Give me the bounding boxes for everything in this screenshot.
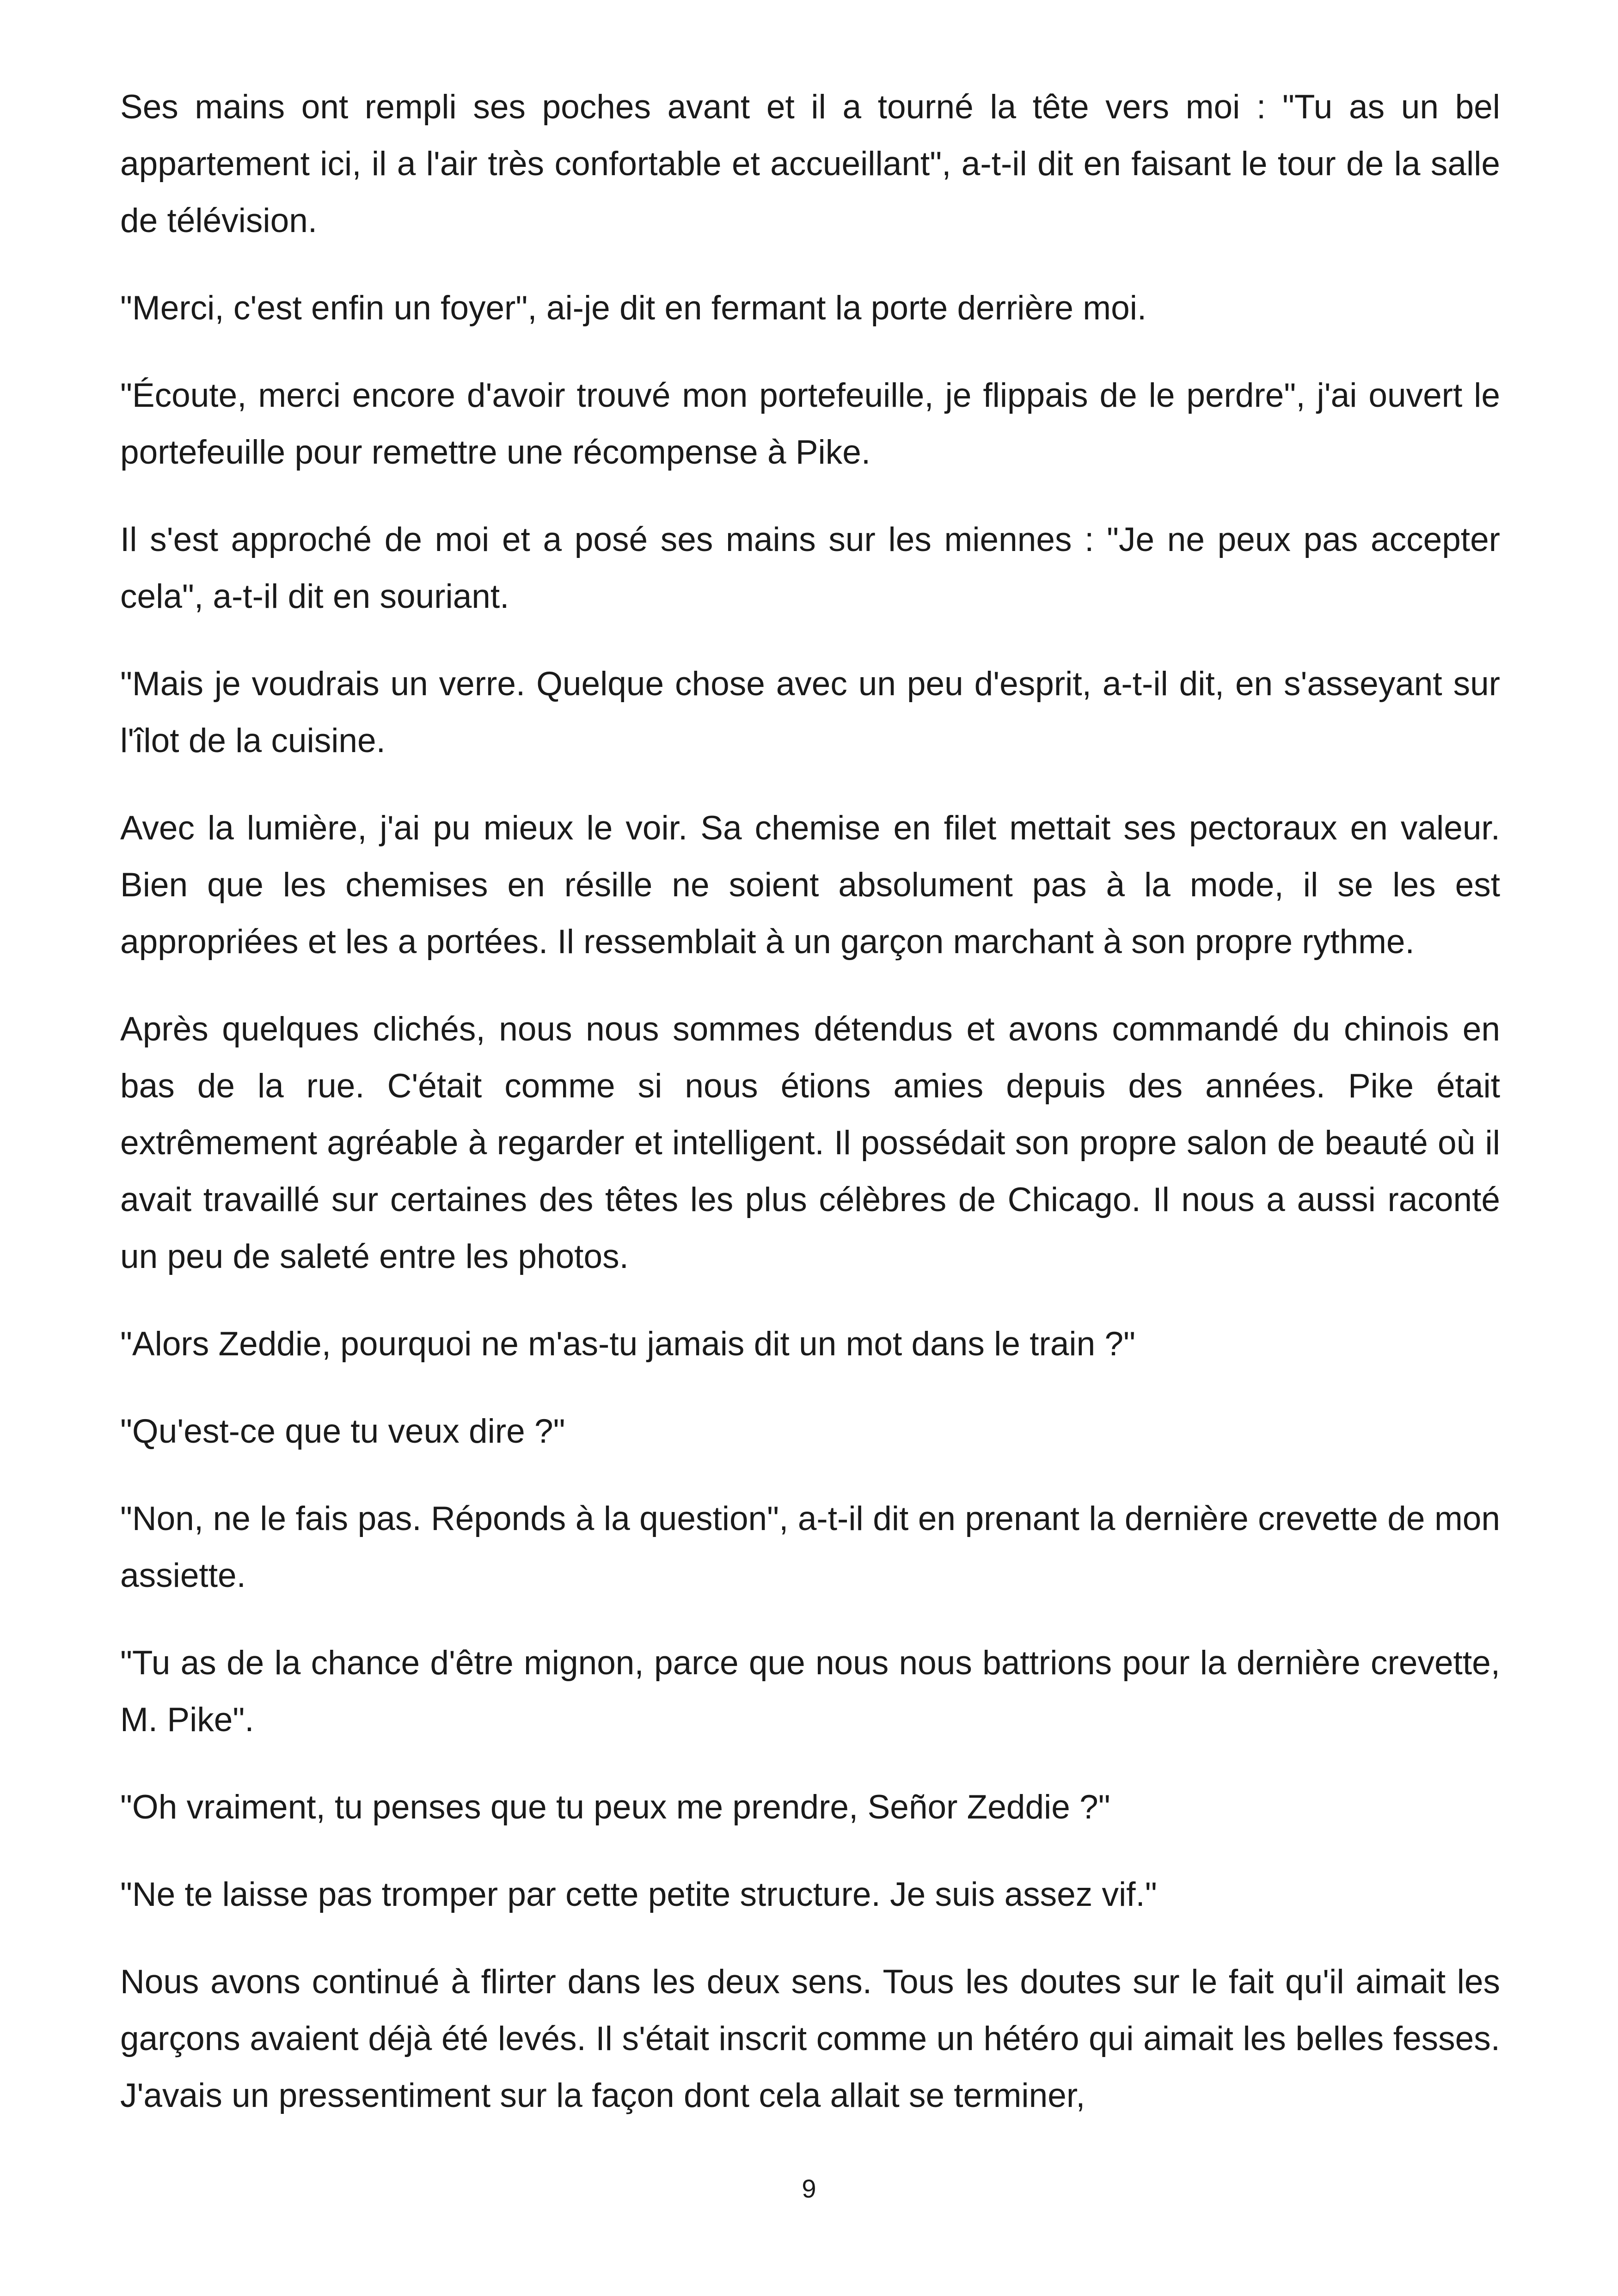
paragraph: "Alors Zeddie, pourquoi ne m'as-tu jamais dit un mot dans le train ?" [120,1325,1136,1363]
page-body [120,79,1500,2155]
paragraph: "Mais je voudrais un verre. Quelque chose avec un peu d'esprit, a-t-il dit, en s'asseyant sur l'îlot de la cuisine. [120,665,1500,759]
paragraph: "Tu as de la chance d'être mignon, parce que nous nous battrions pour la dernière crevette, M. Pike". [120,1644,1500,1739]
paragraph: "Ne te laisse pas tromper par cette petite structure. Je suis assez vif." [120,1876,1157,1913]
paragraph: "Non, ne le fais pas. Réponds à la question", a-t-il dit en prenant la dernière crevette de mon assiette. [120,1500,1500,1594]
paragraph: "Qu'est-ce que tu veux dire ?" [120,1413,565,1450]
paragraph: "Écoute, merci encore d'avoir trouvé mon portefeuille, je flippais de le perdre", j'ai ouvert le portefeuille pour remettre une récompense à Pike. [120,377,1500,471]
paragraph: Nous avons continué à flirter dans les deux sens. Tous les doutes sur le fait qu'il aimait les garçons avaient déjà été levés. Il s'était inscrit comme un hétéro qui aimait les belles fesses. J'avais un pressentiment sur la façon dont cela allait se terminer, [120,1963,1500,2114]
paragraph: Avec la lumière, j'ai pu mieux le voir. Sa chemise en filet mettait ses pectoraux en valeur. Bien que les chemises en résille ne soient absolument pas à la mode, il se les est appropriées et les a portées. Il ressemblait à un garçon marchant à son propre rythme. [120,809,1500,961]
page-number: 9 [802,2174,816,2203]
paragraph: "Merci, c'est enfin un foyer", ai-je dit en fermant la porte derrière moi. [120,289,1147,327]
paragraph: Après quelques clichés, nous nous sommes détendus et avons commandé du chinois en bas de la rue. C'était comme si nous étions amies depuis des années. Pike était extrêmement agréable à regarder et intelligent. Il possédait son propre salon de beauté où il avait travaillé sur certaines des têtes les plus célèbres de Chicago. Il nous a aussi raconté un peu de saleté entre les photos. [120,1010,1500,1275]
paragraph: Il s'est approché de moi et a posé ses mains sur les miennes : "Je ne peux pas accepter cela", a-t-il dit en souriant. [120,521,1500,615]
paragraph: Ses mains ont rempli ses poches avant et il a tourné la tête vers moi : "Tu as un bel appartement ici, il a l'air très confortable et accueillant", a-t-il dit en faisant le tour de la salle de télévision. [120,88,1500,239]
paragraph: "Oh vraiment, tu penses que tu peux me prendre, Señor Zeddie ?" [120,1788,1110,1826]
